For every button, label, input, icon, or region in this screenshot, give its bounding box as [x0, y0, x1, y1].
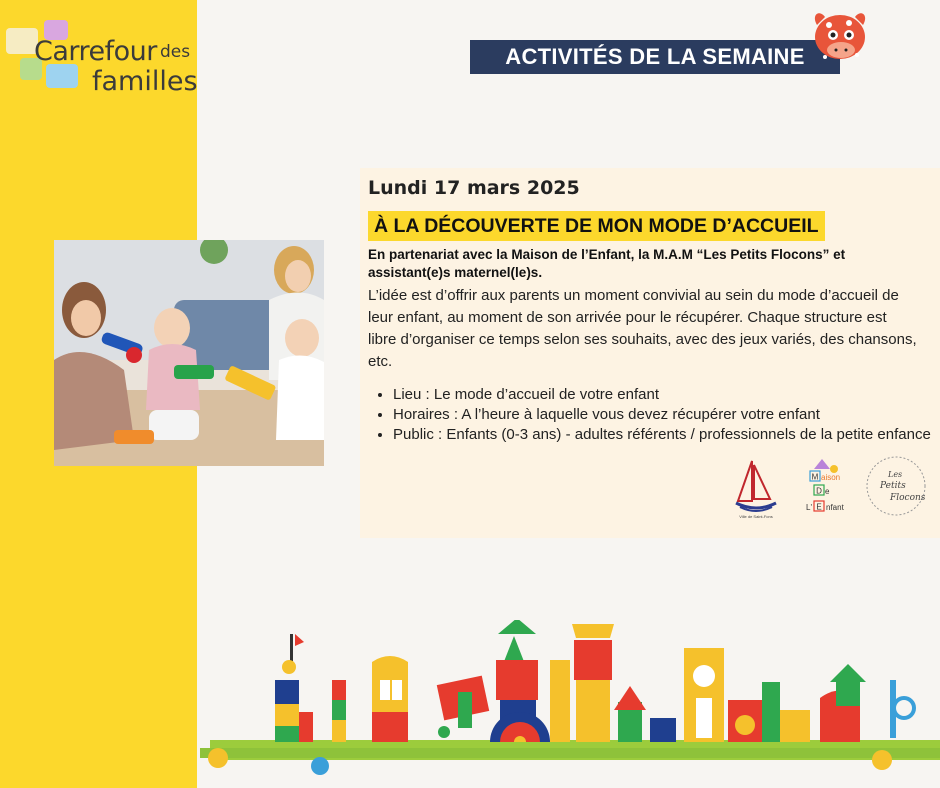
mde-word-e: e [825, 487, 830, 496]
lpf-line1: Les [888, 470, 903, 479]
event-date: Lundi 17 mars 2025 [368, 177, 580, 199]
logo-square-blue [46, 64, 78, 88]
mde-word-aison: aison [821, 473, 841, 482]
saint-fons-caption: Ville de Saint-Fons [739, 514, 773, 519]
les-petits-flocons-logo [867, 457, 926, 515]
mde-letter-d: D [816, 486, 822, 496]
detail-location: • Lieu : Le mode d’accueil de votre enfant [393, 385, 940, 405]
giraffe-icon [803, 7, 873, 67]
logo-text-des: des [160, 42, 191, 62]
toy-blocks-illustration [200, 620, 940, 788]
event-partnership: En partenariat avec la Maison de l’Enfant, la M.A.M “Les Petits Flocons” et assistant(e)s maternel(le)s. [368, 247, 846, 280]
carrefour-des-familles-logo[interactable] [4, 16, 198, 100]
logo-text-familles: familles [92, 66, 198, 97]
mde-word-nfant: nfant [826, 503, 844, 512]
lpf-line2: Petits [880, 481, 906, 491]
event-title: À LA DÉCOUVERTE DE MON MODE D’ACCUEIL [368, 211, 825, 241]
logo-text-carrefour: Carrefour [34, 36, 157, 67]
children-playing-photo [54, 240, 324, 466]
mde-word-l: L' [806, 503, 812, 512]
weekly-activities-banner: ACTIVITÉS DE LA SEMAINE [470, 40, 840, 74]
saint-fons-logo [736, 461, 776, 519]
partner-logos [730, 455, 935, 520]
event-description: L’idée est d’offrir aux parents un moment convivial au sein du mode d’accueil de leur enfant, au moment de son arrivée pour le récupérer. Chaque structure est libre d’organiser ce temps selon ses souhaits, avec des jeux variés, des chansons, etc. [368, 287, 917, 370]
mde-letter-m: M [811, 472, 819, 482]
event-details-list [368, 385, 940, 445]
lpf-line3: Flocons [890, 493, 926, 503]
mde-letter-e: E [816, 502, 822, 512]
maison-de-lenfant-logo [806, 459, 845, 512]
detail-audience: • Public : Enfants (0-3 ans) - adultes référents / professionnels de la petite enfance [393, 425, 940, 445]
detail-schedule: • Horaires : A l’heure à laquelle vous devez récupérer votre enfant [393, 405, 940, 425]
